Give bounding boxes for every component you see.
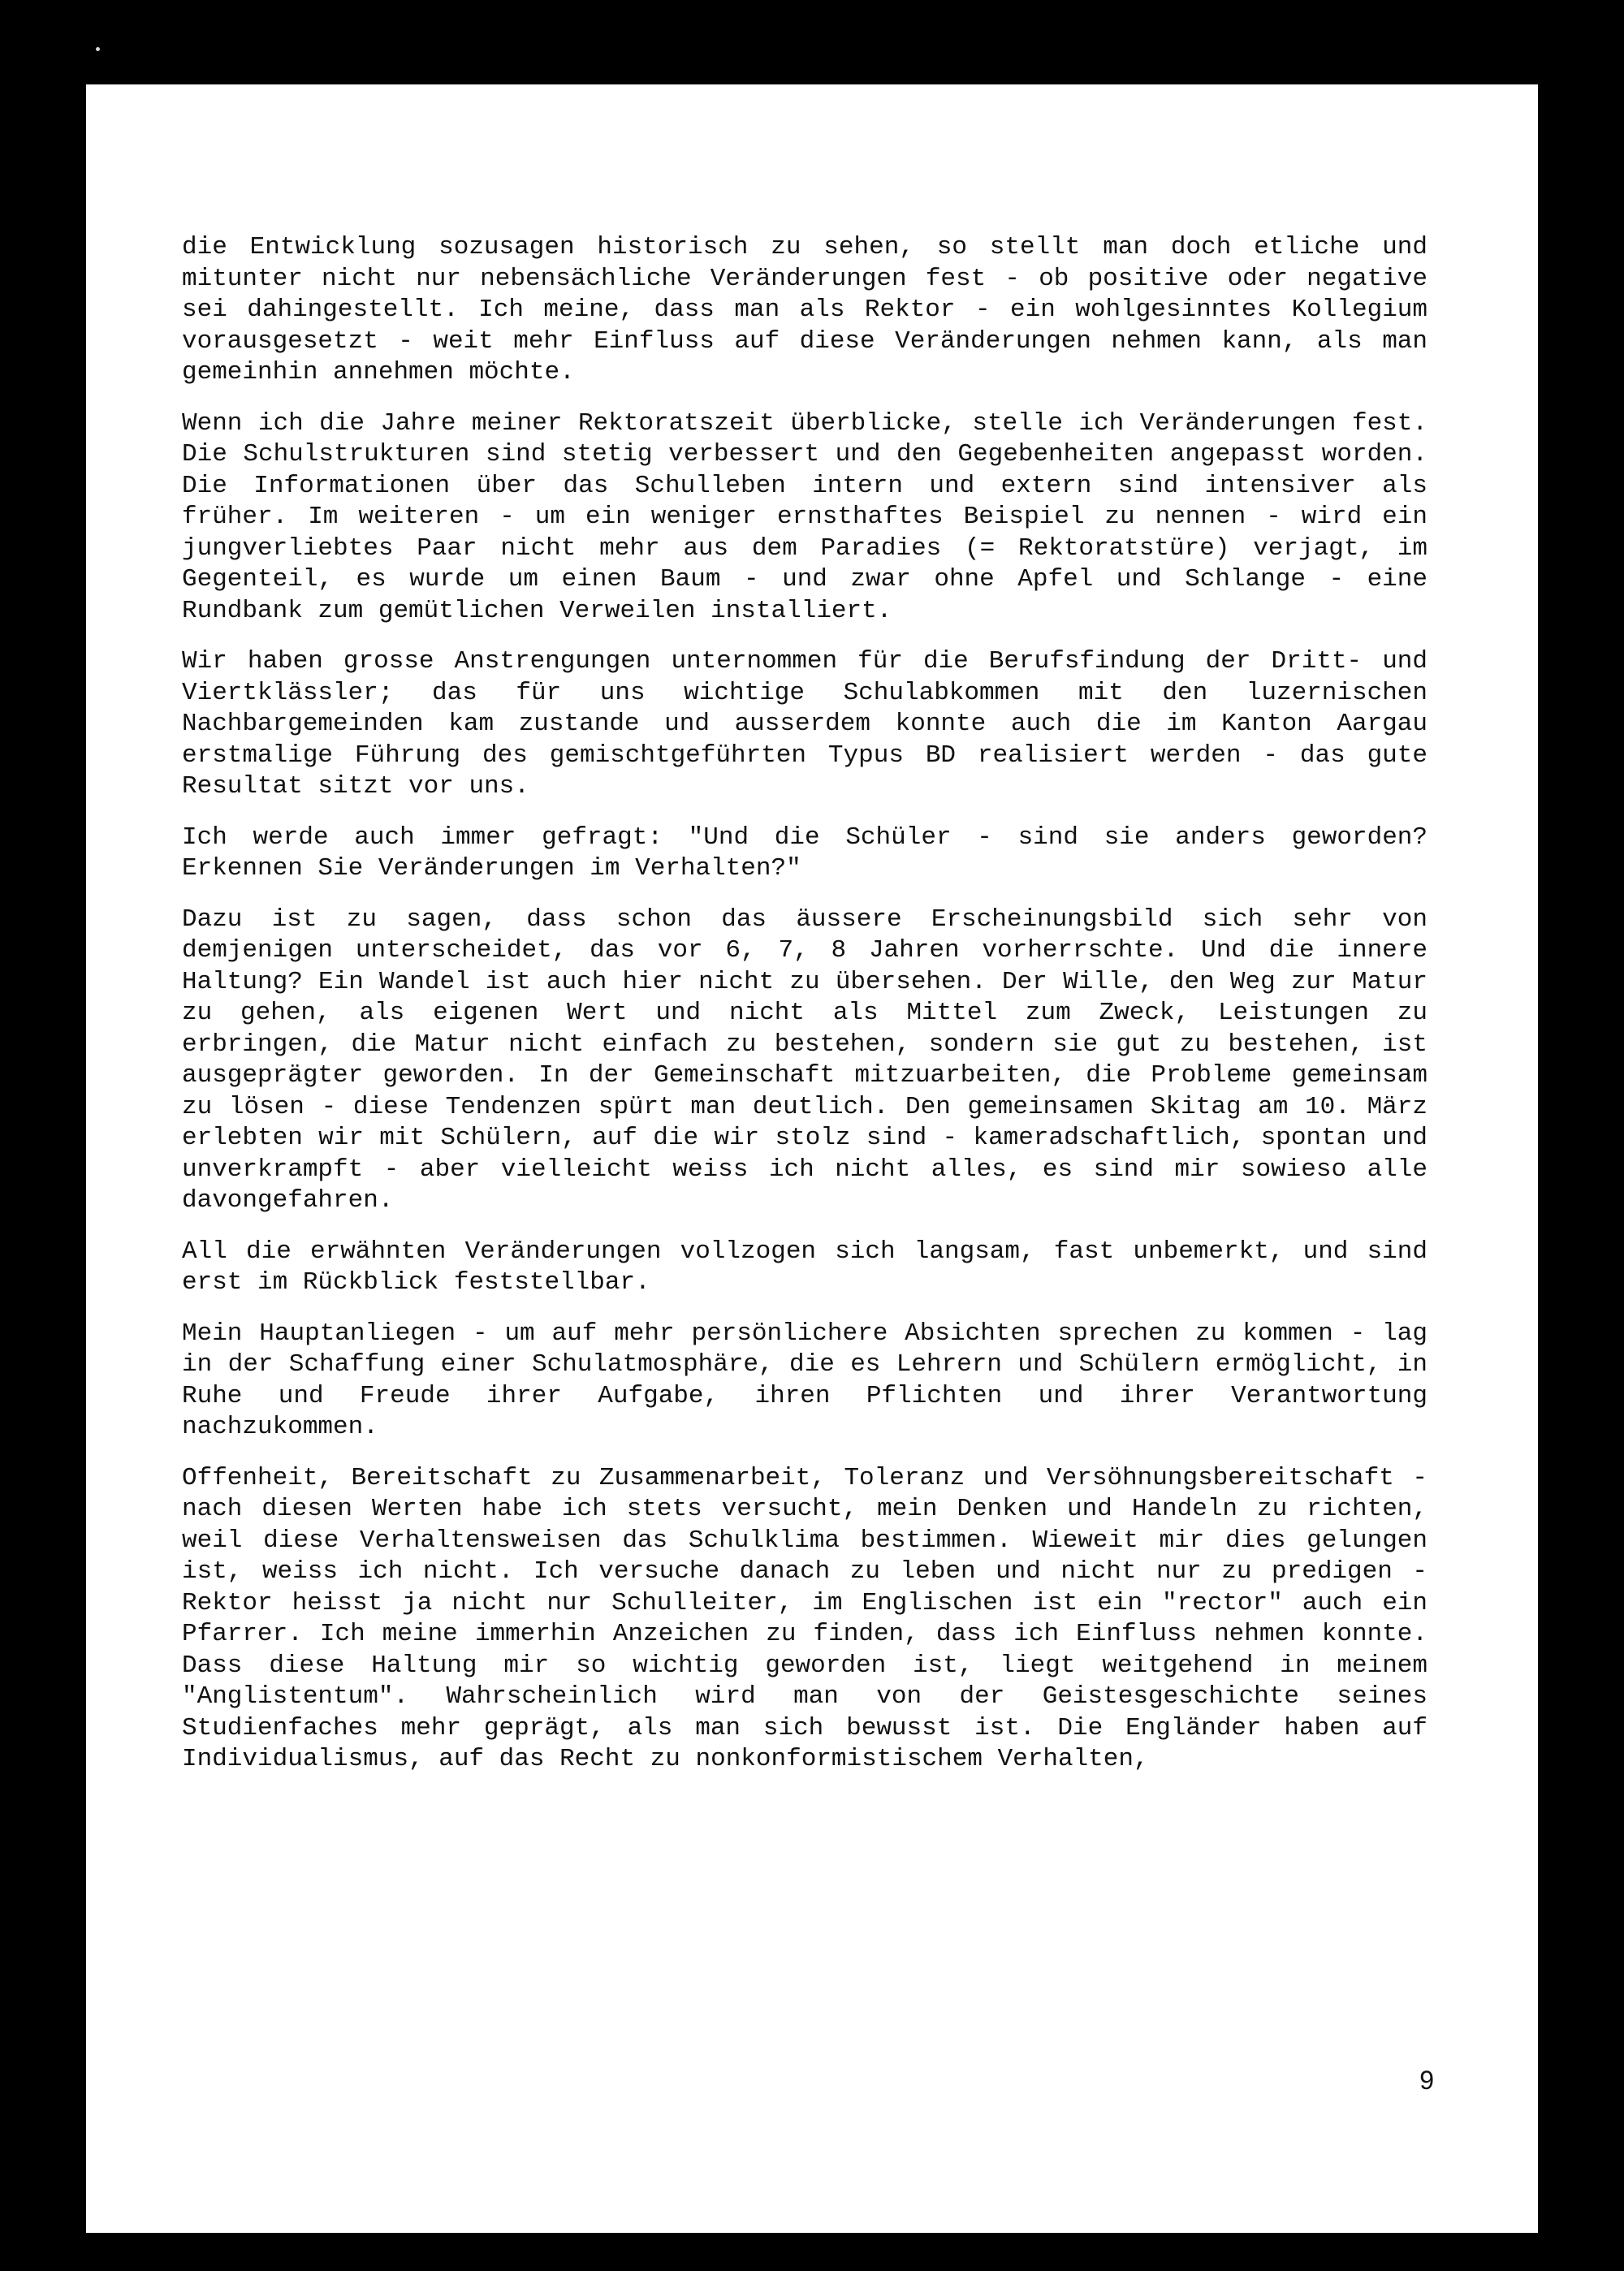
paragraph-8: Offenheit, Bereitschaft zu Zusammenarbeit, Toleranz und Versöhnungsbereitschaft - nach diesen Werten habe ich stets versucht, mein Denken und Handeln zu richten, weil diese Verhaltensweisen das Schulklima bestimmen. Wieweit mir dies gelungen ist, weiss ich nicht. Ich versuche danach zu leben und nicht nur zu predigen - Rektor heisst ja nicht nur Schulleiter, im Englischen ist ein "rector" auch ein Pfarrer. Ich meine immerhin Anzeichen zu finden, dass ich Einfluss nehmen konnte. Dass diese Haltung mir so wichtig geworden ist, liegt weitgehend in meinem "Anglistentum". Wahrscheinlich wird man von der Geistesgeschichte seines Studienfaches mehr geprägt, als man sich bewusst ist. Die Engländer haben auf Individualismus, auf das Recht zu nonkonformistischem Verhalten, (182, 1463, 1427, 1773)
paragraph-5: Dazu ist zu sagen, dass schon das äussere Erscheinungsbild sich sehr von demjenigen unterscheidet, das vor 6, 7, 8 Jahren vorherrschte. Und die innere Haltung? Ein Wandel ist auch hier nicht zu übersehen. Der Wille, den Weg zur Matur zu gehen, als eigenen Wert und nicht als Mittel zum Zweck, Leistungen zu erbringen, die Matur nicht einfach zu bestehen, sondern sie gut zu bestehen, ist ausgeprägter geworden. In der Gemeinschaft mitzuarbeiten, die Probleme gemeinsam zu lösen - diese Tendenzen spürt man deutlich. Den gemeinsamen Skitag am 10. März erlebten wir mit Schülern, auf die wir stolz sind - kameradschaftlich, spontan und unverkrampft - aber vielleicht weiss ich nicht alles, es sind mir sowieso alle davongefahren. (182, 905, 1427, 1215)
body-text (182, 232, 1427, 1795)
paragraph-4: Ich werde auch immer gefragt: "Und die Schüler - sind sie anders geworden? Erkennen Sie Veränderungen im Verhalten?" (182, 822, 1427, 883)
paragraph-2: Wenn ich die Jahre meiner Rektoratszeit überblicke, stelle ich Veränderungen fest. Die Schulstrukturen sind stetig verbessert und den Gegebenheiten angepasst worden. Die Informationen über das Schulleben intern und extern sind intensiver als früher. Im weiteren - um ein weniger ernsthaftes Beispiel zu nennen - wird ein jungverliebtes Paar nicht mehr aus dem Paradies (= Rektoratstüre) verjagt, im Gegenteil, es wurde um einen Baum - und zwar ohne Apfel und Schlange - eine Rundbank zum gemütlichen Verweilen installiert. (182, 408, 1427, 625)
paragraph-3: Wir haben grosse Anstrengungen unternommen für die Berufsfindung der Dritt- und Viertklässler; das für uns wichtige Schulabkommen mit den luzernischen Nachbargemeinden kam zustande und ausserdem konnte auch die im Kanton Aargau erstmalige Führung des gemischtgeführten Typus BD realisiert werden - das gute Resultat sitzt vor uns. (182, 647, 1427, 801)
paragraph-6: All die erwähnten Veränderungen vollzogen sich langsam, fast unbemerkt, und sind erst im Rückblick feststellbar. (182, 1237, 1427, 1297)
paragraph-1: die Entwicklung sozusagen historisch zu sehen, so stellt man doch etliche und mitunter nicht nur nebensächliche Veränderungen fest - ob positive oder negative sei dahingestellt. Ich meine, dass man als Rektor - ein wohlgesinntes Kollegium vorausgesetzt - weit mehr Einfluss auf diese Veränderungen nehmen kann, als man gemeinhin annehmen möchte. (182, 233, 1427, 386)
document-page (86, 84, 1538, 2233)
scan-speck (96, 47, 100, 51)
page-number: 9 (1419, 2066, 1434, 2095)
paragraph-7: Mein Hauptanliegen - um auf mehr persönlichere Absichten sprechen zu kommen - lag in der Schaffung einer Schulatmosphäre, die es Lehrern und Schülern ermöglicht, in Ruhe und Freude ihrer Aufgabe, ihren Pflichten und ihrer Verantwortung nachzukommen. (182, 1319, 1427, 1441)
